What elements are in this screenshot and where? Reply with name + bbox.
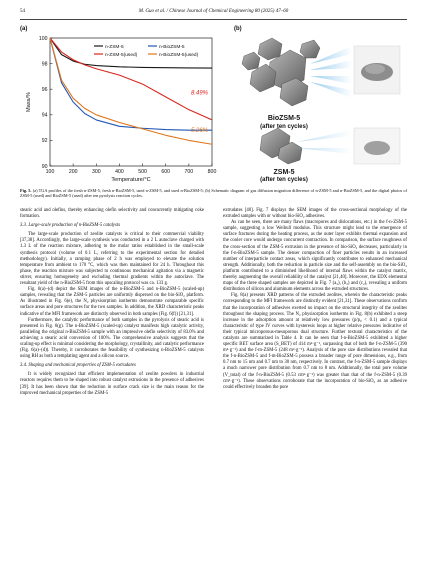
left-column xyxy=(20,208,204,397)
right-paragraph-2: As can be seen, there are many flaws (macropores and dislocations, etc.) in the f-n-ZSM-5 sample, suggesting a low Weibull modulus. This structure might lead to the emergence of surface fractures during the heating process, as the outer layer exhibits thermal expansion and the cooler core would undergo concurrent contraction. In comparison, the surface roughness of the cross-section of the ZSM-5 extrusion in the presence of bio-SiO₂ decreases, particularly in the f-n-BioZSM-5 sample. The denser compaction of finer particles results in an increased number of interparticle contact areas, which significantly contributes to enhanced mechanical strength. Additionally, both the reduction in particle size and the self-assembly on the bio-SiO₂ platform contributed to a diminished likelihood of internal flaws within the catalyst matrix, thereby augmenting the overall reliability of the catalyst [21,40]. Moreover, the EDX elemental maps of the three shaped samples are depicted in Fig. 7 (a₂), (b₂) and (c₂), revealing a uniform distribution of silicon and aluminum elements across the extruded structures. xyxy=(223,220,407,293)
x-tick-label-1: 200 xyxy=(68,169,78,175)
running-title: M. Guo et al. / Chinese Journal of Chemical Engineering 80 (2025) 47–60 xyxy=(138,9,289,14)
y-axis-label: Mass/% xyxy=(26,92,32,112)
gas-diffusion-rays-bottom xyxy=(296,130,352,154)
y-tick-label-3: 96 xyxy=(41,87,48,93)
left-paragraph-5: It is widely recognized that efficient implementation of zeolite powders in industrial reactors requires them to be shaped into robust catalyst extrusions in the presence of adhesives [39]. It has been shown that the reduction in surface crack size is the main reason for the improved mechanical properties of the ZSM-5 xyxy=(20,372,204,396)
legend-label-2: n-BioZSM-5 xyxy=(159,44,185,50)
schematic-svg xyxy=(232,24,407,184)
biozsm5-particle-cluster xyxy=(242,38,320,106)
left-paragraph-2: The large-scale production of zeolite catalysts is critical to their commercial viability [37,38]. Accordingly, the large-scale synthesis was conducted in a 2 L autoclave charged with 1.3 L of the reaction mixture, adhering to the molar ratios established in the small-scale synthesis protocol (volume of 0.1 L, referring to the experimental section for detailed methodology). Initially, a ramping phase of 2 h was employed to elevate the solution temperature from ambient to 170 °C, which was then maintained for 24 h. Throughout this phase, the reaction mixture was subjected to continuous mechanical agitation via a magnetic stirrer, ensuring homogeneity and excluding thermal gradients within the autoclave. The resultant yield of the n-BioZSM-5 from this upscaling protocol was ca. 133 g. xyxy=(20,232,204,287)
x-tick-label-0: 100 xyxy=(45,169,55,175)
legend-label-1: n-ZSM-5(used) xyxy=(105,52,138,58)
figure-5 xyxy=(20,24,407,184)
tga-chart xyxy=(20,24,220,184)
legend-label-3: n-BioZSM-5(used) xyxy=(159,52,199,58)
header-rule xyxy=(20,19,407,20)
right-column xyxy=(223,208,407,391)
section-heading-3-4: 3.4. Shaping and mechanical properties of ZSM-5 extrudates xyxy=(20,363,136,369)
zsm5-label-line1: ZSM-5 xyxy=(273,169,295,176)
y-tick-label-4: 98 xyxy=(41,61,48,68)
biozsm5-photo-highlight xyxy=(365,64,385,74)
biozsm5-label-line1: BioZSM-5 xyxy=(267,115,301,122)
x-axis-label: Temperature/°C xyxy=(111,177,151,183)
left-paragraph-3: Fig. 6(a)–(d) depict the SEM images of the n-BioZSM-5 and n-BioZSM-5 (scaled-up) samples, revealing that the ZSM-5 particles are uniformly dispersed on the bio-SiO₂ platform. As illustrated in Fig. 6(e), the N₂ physisorption isotherms demonstrate comparable specific surface areas and pore structures for the two samples. In addition, the XRD characteristic peaks indicative of the MFI framework are distinctly observed in both samples (Fig. 6(f)) [21,31]. xyxy=(20,287,204,317)
right-paragraph-3: Fig. 8(a) presents XRD patterns of the extruded zeolites, wherein the characteristic peaks corresponding to the MFI framework are distinctly evident [21,31]. These observations confirm that the incorporation of adhesives exerted no impact on the structural integrity of the zeolites throughout the shaping process. The N₂ physisorption isotherms in Fig. 8(b) exhibited a steep increase in the adsorption amount at relatively low pressures (p/p₀ < 0.1) and a typical characteristic of type IV curves with hysteresis loops at higher relative pressures indicative of their typical microporous-mesoporous dual structure. Further textural characteristics of the catalysts are summarized in Table 4. It can be seen that f-n-BioZSM-5 exhibited a higher specific BET surface area (S_BET) of 414 m²·g⁻¹, surpassing that of both the f-n-ZSM-5 (390 m²·g⁻¹) and the f-m-ZSM-5 (248 m²·g⁻¹). Analysis of the pore size distributions revealed that the f-n-BioZSM-5 and f-m-BioZSM-5 possess a broader range of pore dimensions, e.g., from 0.7 nm to 15 nm and 0.7 nm to 30 nm, respectively. In contrast, the f-n-ZSM-5 sample displays a much narrower pore distribution from 0.7 nm to 8 nm. Additionally, the total pore volume (V_total) of the f-n-BioZSM-5 (0.53 cm³·g⁻¹) was greater than that of the f-n-ZSM-5 (0.39 cm³·g⁻¹). These observations corroborate that the incorporation of bio-SiO₂ as an adhesive could effectively broaden the pore xyxy=(223,293,407,390)
panel-a-tag: (a) xyxy=(20,26,28,32)
zsm5-photo-pile xyxy=(364,141,390,155)
zsm5-label-line2: (after ten cycles) xyxy=(260,177,308,183)
x-tick-label-6: 700 xyxy=(184,169,194,175)
right-paragraph-1: extrudates [40]. Fig. 7 displays the SEM images of the cross-sectional morphology of the extruded samples with or without bio-SiO₂ adhesives. xyxy=(223,208,407,220)
caption-text: (a) TGA profiles of the fresh n-ZSM-5, fresh n-BioZSM-5, used n-ZSM-5, and used n-BioZSM-5; (b) Schematic diagram of gas diffusion migration difference of n-ZSM-5 and n-BioZSM-5, and the digital photos of ZSM-5 (used) and BioZSM-5 (used) after ten pyrolysis reaction cycles. xyxy=(20,188,407,199)
schematic-panel xyxy=(232,24,407,184)
y-tick-label-5: 100 xyxy=(38,35,48,42)
x-tick-label-4: 500 xyxy=(138,169,147,175)
figure-caption xyxy=(20,188,407,199)
zsm5-particle-cluster xyxy=(260,128,302,164)
page-header xyxy=(20,9,407,19)
biozsm5-label-line2: (after ten cycles) xyxy=(260,124,308,130)
left-paragraph-1: stearic acid and olefins, thereby enhancing olefin selectivity and concurrently mitigating coke formation. xyxy=(20,208,204,220)
x-tick-label-5: 600 xyxy=(161,169,171,175)
left-paragraph-4: Furthermore, the catalytic performance of both samples in the pyrolysis of stearic acid is presented in Fig. 6(g). The n-BioZSM-5 (scaled-up) catalyst manifests high catalytic activity, paralleling the original n-BioZSM-5 sample with an impressive olefin selectivity of 83.0% and achieving a stearic acid conversion of 100%. The comprehensive analysis suggests that the scaling-up effect is minimal considering the morphology, crystallinity, and catalytic performance (Fig. 6(a)–(d)). Thereby, it corroborates the feasibility of synthesizing n-BioZSM-5 catalysts using RH as both a templating agent and a silicon source. xyxy=(20,317,204,360)
tga-chart-svg xyxy=(20,24,220,184)
caption-label: Fig. 5. xyxy=(20,188,32,193)
section-heading-3-3: 3.3. Large-scale production of n-BioZSM-5 catalysts xyxy=(20,223,121,229)
y-tick-label-0: 90 xyxy=(41,163,48,170)
series-line-n-zsm-5-used- xyxy=(50,38,212,120)
legend-label-0: n-ZSM-5 xyxy=(105,44,124,50)
annotation-0: 8.49% xyxy=(190,90,208,97)
y-tick-label-1: 92 xyxy=(41,138,48,145)
annotation-1: 5.26% xyxy=(190,127,208,134)
y-tick-label-2: 94 xyxy=(41,112,48,119)
panel-b-tag: (b) xyxy=(234,26,242,32)
page-number: 54 xyxy=(20,9,25,14)
x-tick-label-2: 300 xyxy=(91,169,101,175)
x-tick-label-3: 400 xyxy=(115,169,124,175)
x-tick-label-7: 800 xyxy=(207,169,217,175)
